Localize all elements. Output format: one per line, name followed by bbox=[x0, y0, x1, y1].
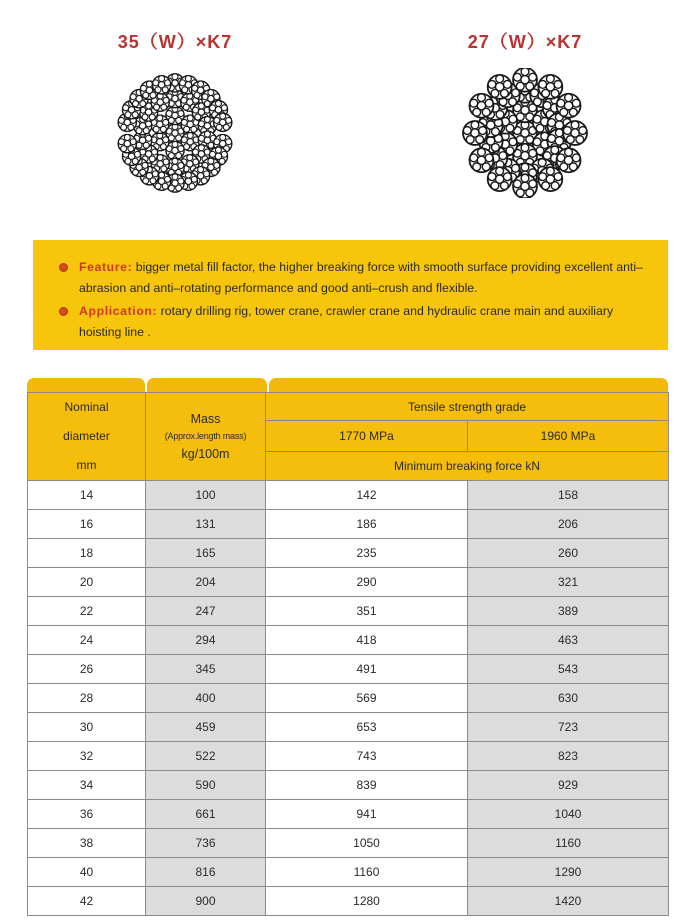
table-row bbox=[28, 829, 669, 858]
table-row bbox=[28, 597, 669, 626]
cell-mass: 522 bbox=[146, 742, 266, 771]
cell-mbf-1770: 186 bbox=[266, 510, 468, 539]
cell-mbf-1770: 351 bbox=[266, 597, 468, 626]
cell-diameter: 24 bbox=[28, 626, 146, 655]
cell-mass: 204 bbox=[146, 568, 266, 597]
table-row bbox=[28, 771, 669, 800]
cell-mbf-1770: 1280 bbox=[266, 887, 468, 916]
specification-table bbox=[27, 378, 668, 916]
cell-mbf-1770: 235 bbox=[266, 539, 468, 568]
cell-mbf-1960: 1420 bbox=[468, 887, 669, 916]
cell-mbf-1960: 321 bbox=[468, 568, 669, 597]
cell-diameter: 28 bbox=[28, 684, 146, 713]
col-header-tensile-strength-grade: Tensile strength grade bbox=[266, 393, 669, 421]
cell-mbf-1770: 839 bbox=[266, 771, 468, 800]
cell-mbf-1770: 743 bbox=[266, 742, 468, 771]
cell-mass: 345 bbox=[146, 655, 266, 684]
cell-mass: 816 bbox=[146, 858, 266, 887]
cell-diameter: 26 bbox=[28, 655, 146, 684]
table-row bbox=[28, 510, 669, 539]
cell-diameter: 20 bbox=[28, 568, 146, 597]
application-label: Application: bbox=[79, 304, 158, 318]
cell-mbf-1960: 206 bbox=[468, 510, 669, 539]
table-row bbox=[28, 481, 669, 510]
cell-mass: 661 bbox=[146, 800, 266, 829]
table-row bbox=[28, 626, 669, 655]
cell-mbf-1770: 1160 bbox=[266, 858, 468, 887]
cell-diameter: 16 bbox=[28, 510, 146, 539]
cell-mbf-1770: 418 bbox=[266, 626, 468, 655]
nominal-diameter-line-1: Nominal bbox=[64, 400, 109, 414]
tab-cap-diameter bbox=[27, 378, 145, 392]
cell-mbf-1770: 491 bbox=[266, 655, 468, 684]
application-text-block bbox=[79, 301, 650, 343]
col-header-grade-1770: 1770 MPa bbox=[266, 421, 468, 451]
cell-mbf-1960: 1160 bbox=[468, 829, 669, 858]
cell-mbf-1960: 389 bbox=[468, 597, 669, 626]
cell-diameter: 36 bbox=[28, 800, 146, 829]
dot-bullet-icon bbox=[59, 263, 68, 272]
mass-line-1: Mass bbox=[190, 411, 221, 426]
cell-mass: 900 bbox=[146, 887, 266, 916]
cell-mass: 400 bbox=[146, 684, 266, 713]
table-row bbox=[28, 539, 669, 568]
col-header-grade-1960: 1960 MPa bbox=[468, 421, 669, 451]
col-header-mass bbox=[146, 393, 266, 481]
cell-diameter: 22 bbox=[28, 597, 146, 626]
table-row bbox=[28, 713, 669, 742]
mass-line-2: (Approx.length mass) bbox=[164, 431, 247, 441]
table-row bbox=[28, 887, 669, 916]
cell-diameter: 40 bbox=[28, 858, 146, 887]
header-row-1 bbox=[28, 393, 669, 421]
cell-diameter: 38 bbox=[28, 829, 146, 858]
col-header-minimum-breaking-force: Minimum breaking force kN bbox=[266, 451, 669, 480]
cell-mbf-1770: 290 bbox=[266, 568, 468, 597]
product-diagrams-section bbox=[0, 0, 700, 232]
table-row bbox=[28, 655, 669, 684]
tab-cap-tensile bbox=[269, 378, 668, 392]
cell-mass: 165 bbox=[146, 539, 266, 568]
cell-diameter: 14 bbox=[28, 481, 146, 510]
cell-mbf-1770: 653 bbox=[266, 713, 468, 742]
table-tab-caps bbox=[27, 378, 668, 392]
dot-bullet-icon bbox=[59, 307, 68, 316]
col-header-nominal-diameter bbox=[28, 393, 146, 481]
table-row bbox=[28, 568, 669, 597]
cell-diameter: 34 bbox=[28, 771, 146, 800]
cell-mbf-1960: 260 bbox=[468, 539, 669, 568]
cell-mass: 247 bbox=[146, 597, 266, 626]
feature-row bbox=[51, 257, 650, 299]
cell-diameter: 30 bbox=[28, 713, 146, 742]
application-row bbox=[51, 301, 650, 343]
table-body bbox=[28, 481, 669, 916]
cell-mbf-1960: 1040 bbox=[468, 800, 669, 829]
cell-mass: 294 bbox=[146, 626, 266, 655]
cell-mbf-1960: 1290 bbox=[468, 858, 669, 887]
table-row bbox=[28, 858, 669, 887]
cell-diameter: 42 bbox=[28, 887, 146, 916]
nominal-diameter-line-3: mm bbox=[76, 458, 97, 472]
feature-application-panel bbox=[33, 240, 668, 350]
cell-mass: 459 bbox=[146, 713, 266, 742]
table-head bbox=[28, 393, 669, 481]
nominal-diameter-line-2: diameter bbox=[63, 429, 110, 443]
cell-mass: 131 bbox=[146, 510, 266, 539]
feature-text-block bbox=[79, 257, 650, 299]
table-row bbox=[28, 800, 669, 829]
cell-mbf-1770: 941 bbox=[266, 800, 468, 829]
cell-mass: 590 bbox=[146, 771, 266, 800]
cell-diameter: 32 bbox=[28, 742, 146, 771]
cell-mbf-1770: 569 bbox=[266, 684, 468, 713]
cell-mbf-1960: 823 bbox=[468, 742, 669, 771]
cell-mass: 736 bbox=[146, 829, 266, 858]
cell-mbf-1960: 929 bbox=[468, 771, 669, 800]
table-row bbox=[28, 684, 669, 713]
cell-mbf-1960: 463 bbox=[468, 626, 669, 655]
cell-mbf-1770: 142 bbox=[266, 481, 468, 510]
cell-mbf-1770: 1050 bbox=[266, 829, 468, 858]
rope-cross-section-27wk7 bbox=[460, 68, 590, 198]
application-body: rotary drilling rig, tower crane, crawler crane and hydraulic crane main and auxiliary hoisting line . bbox=[79, 304, 614, 339]
product-title-35wk7: 35（W）×K7 bbox=[117, 32, 233, 52]
cell-mbf-1960: 630 bbox=[468, 684, 669, 713]
mass-line-3: kg/100m bbox=[181, 447, 230, 461]
cell-mass: 100 bbox=[146, 481, 266, 510]
product-title-27wk7: 27（W）×K7 bbox=[467, 32, 583, 52]
cell-mbf-1960: 543 bbox=[468, 655, 669, 684]
product-35wk7 bbox=[0, 0, 350, 232]
cell-diameter: 18 bbox=[28, 539, 146, 568]
table-row bbox=[28, 742, 669, 771]
cell-mbf-1960: 723 bbox=[468, 713, 669, 742]
cell-mbf-1960: 158 bbox=[468, 481, 669, 510]
tab-cap-mass bbox=[147, 378, 267, 392]
rope-cross-section-35wk7 bbox=[110, 68, 240, 198]
feature-label: Feature: bbox=[79, 260, 133, 274]
feature-body: bigger metal fill factor, the higher breaking force with smooth surface providing excellent anti–abrasion and anti–rotating performance and good anti–crush and flexible. bbox=[79, 260, 643, 295]
product-27wk7 bbox=[350, 0, 700, 232]
